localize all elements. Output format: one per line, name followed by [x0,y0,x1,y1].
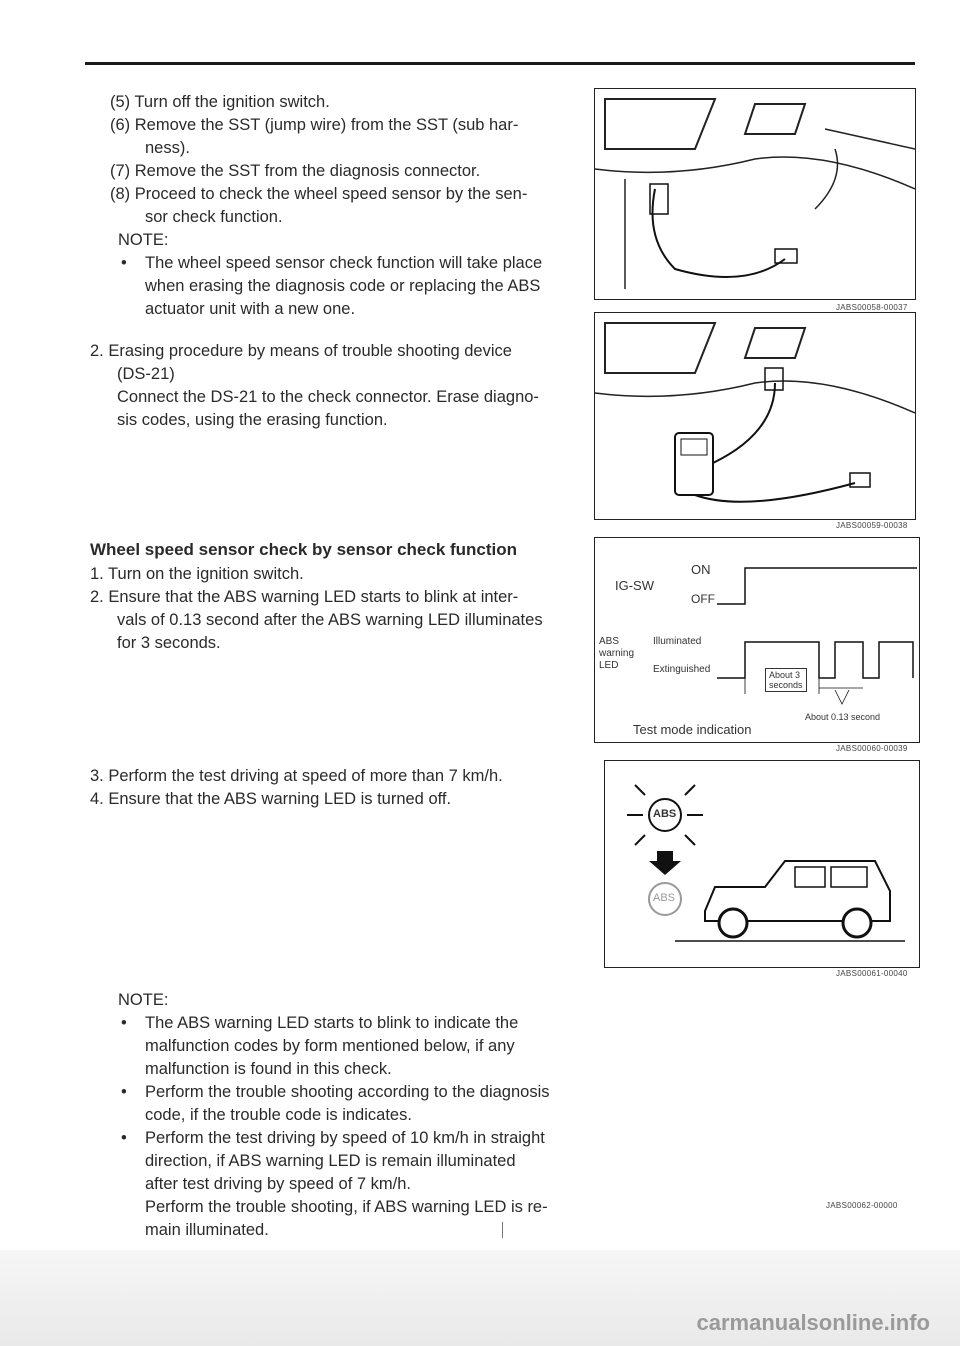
step-8: (8) Proceed to check the wheel speed sensor by the sen- [110,185,528,203]
label-test-mode: Test mode indication [633,722,752,737]
figure-ds21-connection-drawing [595,313,915,519]
caption-fig3: JABS00060-00039 [836,744,908,753]
note1-line-1: • The wheel speed sensor check function will take place [145,253,542,274]
label-off: OFF [691,592,715,606]
note2-b3-l4: Perform the trouble shooting, if ABS warning LED is re- [145,1198,548,1216]
caption-fig5: JABS00062-00000 [826,1201,898,1210]
drive-step-3: 3. Perform the test driving at speed of more than 7 km/h. [90,767,503,785]
wheel-step-1: 1. Turn on the ignition switch. [90,565,304,583]
label-illuminated: Illuminated [653,636,702,647]
caption-fig1: JABS00058-00037 [836,303,908,312]
note2-b1-l3: malfunction is found in this check. [145,1060,392,1078]
page-footer-mark [502,1222,503,1238]
label-about-3s-l1: About 3 [769,670,801,680]
figure-connector-jump-wire [594,88,916,300]
section2-line-3: Connect the DS-21 to the check connector. Erase diagno- [117,388,539,406]
note1-line-2: when erasing the diagnosis code or replacing the ABS [145,277,541,295]
label-about-3s-l2: seconds [769,680,803,690]
step-5: (5) Turn off the ignition switch. [110,93,330,111]
timing-waveforms [595,538,919,742]
label-led: LED [599,660,619,671]
wheel-section-title: Wheel speed sensor check by sensor check function [90,540,518,559]
wheel-step-2: 2. Ensure that the ABS warning LED starts to blink at inter- [90,588,519,606]
watermark: carmanualsonline.info [696,1310,930,1335]
section2-line-4: sis codes, using the erasing function. [117,411,388,429]
abs-icon-off: ABS [653,892,676,904]
note2-b3-l5: main illuminated. [145,1221,269,1239]
label-extinguished: Extinguished [653,664,711,675]
label-abs: ABS [599,636,620,647]
caption-fig2: JABS00059-00038 [836,521,908,530]
step-6-cont: ness). [145,139,190,157]
note2-b1-l1: • The ABS warning LED starts to blink to indicate the [145,1013,518,1034]
note2-b1-l2: malfunction codes by form mentioned below, if any [145,1037,515,1055]
note1-line-3: actuator unit with a new one. [145,300,356,318]
step-6: (6) Remove the SST (jump wire) from the SST (sub har- [110,116,519,134]
wheel-step-2-cont2: for 3 seconds. [117,634,221,652]
section2-heading: 2. Erasing procedure by means of trouble shooting device [90,342,512,360]
abs-led-vehicle-drawing [605,761,919,967]
label-warning: warning [599,648,635,659]
note2-label: NOTE: [118,991,169,1009]
figure-connector-jump-wire-drawing [595,89,915,299]
abs-icon-on: ABS [653,808,677,820]
drive-step-4: 4. Ensure that the ABS warning LED is turned off. [90,790,452,808]
step-8-cont: sor check function. [145,208,283,226]
wheel-step-2-cont: vals of 0.13 second after the ABS warning LED illuminates [117,611,543,629]
step-7: (7) Remove the SST from the diagnosis connector. [110,162,481,180]
figure-abs-led-vehicle [604,760,920,968]
label-about-013s: About 0.13 second [805,712,881,722]
figure-ds21-connection [594,312,916,520]
section2-line-2: (DS-21) [117,365,175,383]
caption-fig4: JABS00061-00040 [836,969,908,978]
note2-b3-l3: after test driving by speed of 7 km/h. [145,1175,411,1193]
note1-label: NOTE: [118,231,169,249]
label-on: ON [691,562,711,577]
note2-b2-l1: • Perform the trouble shooting according to the diagnosis [145,1082,550,1103]
top-rule [85,62,915,65]
label-ig-sw: IG-SW [615,578,654,593]
note2-b3-l2: direction, if ABS warning LED is remain illuminated [145,1152,516,1170]
note2-b3-l1: • Perform the test driving by speed of 10 km/h in straight [145,1128,545,1149]
note2-b2-l2: code, if the trouble code is indicates. [145,1106,412,1124]
figure-timing-diagram [594,537,920,743]
